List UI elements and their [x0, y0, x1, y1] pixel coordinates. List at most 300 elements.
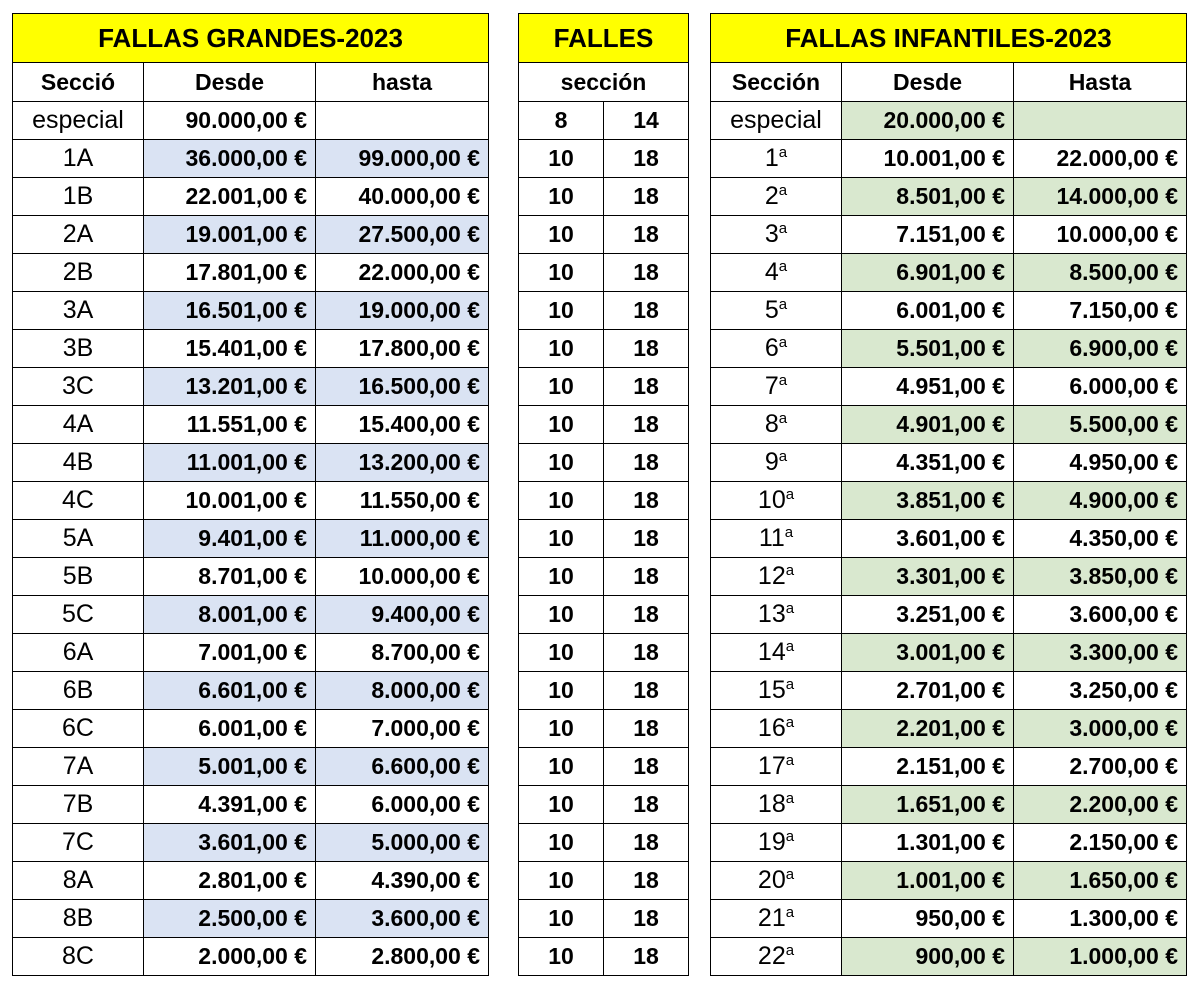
section-cell: 4B	[13, 444, 144, 482]
seccion-max-cell: 18	[604, 368, 689, 406]
hasta-cell: 3.600,00 €	[316, 900, 489, 938]
table-row	[13, 900, 489, 938]
table-row	[13, 748, 489, 786]
hasta-cell: 1.650,00 €	[1014, 862, 1187, 900]
seccion-min-cell: 10	[519, 900, 604, 938]
hasta-cell: 1.300,00 €	[1014, 900, 1187, 938]
desde-cell: 17.801,00 €	[144, 254, 316, 292]
section-cell: especial	[13, 102, 144, 140]
table-row	[519, 710, 689, 748]
table-row	[13, 558, 489, 596]
section-number: 16	[757, 714, 786, 742]
ordinal-suffix: a	[778, 258, 788, 275]
seccion-max-cell: 18	[604, 862, 689, 900]
desde-cell: 2.151,00 €	[842, 748, 1014, 786]
seccion-min-cell: 10	[519, 710, 604, 748]
infantiles-header-desde: Desde	[842, 63, 1014, 102]
table-row	[13, 786, 489, 824]
desde-cell: 16.501,00 €	[144, 292, 316, 330]
desde-cell: 6.601,00 €	[144, 672, 316, 710]
table-row	[519, 254, 689, 292]
table-row	[711, 938, 1187, 976]
table-row	[519, 482, 689, 520]
hasta-cell: 10.000,00 €	[316, 558, 489, 596]
seccion-min-cell: 10	[519, 824, 604, 862]
desde-cell: 7.151,00 €	[842, 216, 1014, 254]
section-cell: 2B	[13, 254, 144, 292]
desde-cell: 3.001,00 €	[842, 634, 1014, 672]
ordinal-suffix: a	[778, 334, 788, 351]
seccion-min-cell: 10	[519, 672, 604, 710]
desde-cell: 7.001,00 €	[144, 634, 316, 672]
table-row	[711, 178, 1187, 216]
hasta-cell: 3.600,00 €	[1014, 596, 1187, 634]
ordinal-suffix: a	[785, 942, 795, 959]
section-number: 20	[757, 866, 786, 894]
table-row	[13, 102, 489, 140]
desde-cell: 1.651,00 €	[842, 786, 1014, 824]
hasta-cell	[1014, 102, 1187, 140]
seccion-min-cell: 8	[519, 102, 604, 140]
desde-cell: 9.401,00 €	[144, 520, 316, 558]
seccion-min-cell: 10	[519, 748, 604, 786]
desde-cell: 3.601,00 €	[144, 824, 316, 862]
hasta-cell: 9.400,00 €	[316, 596, 489, 634]
desde-cell: 5.501,00 €	[842, 330, 1014, 368]
seccion-max-cell: 18	[604, 292, 689, 330]
table-row	[519, 596, 689, 634]
table-row	[711, 368, 1187, 406]
table-row	[13, 178, 489, 216]
ordinal-suffix: a	[778, 182, 788, 199]
ordinal-suffix: a	[784, 524, 794, 541]
hasta-cell: 22.000,00 €	[316, 254, 489, 292]
table-row	[13, 292, 489, 330]
seccion-min-cell: 10	[519, 862, 604, 900]
hasta-cell: 3.000,00 €	[1014, 710, 1187, 748]
table-row	[13, 406, 489, 444]
seccion-min-cell: 10	[519, 596, 604, 634]
table-row	[711, 748, 1187, 786]
table-row	[519, 368, 689, 406]
seccion-max-cell: 18	[604, 482, 689, 520]
table-row	[519, 444, 689, 482]
seccion-max-cell: 18	[604, 140, 689, 178]
table-row	[519, 938, 689, 976]
hasta-cell: 6.000,00 €	[316, 786, 489, 824]
section-cell: 4A	[13, 406, 144, 444]
table-row	[711, 292, 1187, 330]
section-cell	[711, 634, 842, 672]
desde-cell: 22.001,00 €	[144, 178, 316, 216]
ordinal-suffix: a	[785, 714, 795, 731]
table-row	[519, 558, 689, 596]
seccion-min-cell: 10	[519, 938, 604, 976]
table-row	[711, 330, 1187, 368]
seccion-max-cell: 18	[604, 938, 689, 976]
hasta-cell: 4.390,00 €	[316, 862, 489, 900]
desde-cell: 11.001,00 €	[144, 444, 316, 482]
table-row	[519, 140, 689, 178]
hasta-cell: 99.000,00 €	[316, 140, 489, 178]
ordinal-suffix: a	[778, 410, 788, 427]
section-cell	[711, 710, 842, 748]
section-number: 15	[757, 676, 786, 704]
section-cell: 4C	[13, 482, 144, 520]
desde-cell: 6.901,00 €	[842, 254, 1014, 292]
seccion-max-cell: 18	[604, 824, 689, 862]
section-cell	[711, 938, 842, 976]
table-row	[711, 102, 1187, 140]
section-cell: 6C	[13, 710, 144, 748]
section-cell	[711, 444, 842, 482]
falles-header-seccion: sección	[519, 63, 689, 102]
table-row	[13, 368, 489, 406]
table-row	[519, 900, 689, 938]
section-cell: 2A	[13, 216, 144, 254]
table-row	[519, 520, 689, 558]
hasta-cell: 7.150,00 €	[1014, 292, 1187, 330]
section-cell	[711, 406, 842, 444]
section-cell: 6A	[13, 634, 144, 672]
ordinal-suffix: a	[785, 676, 795, 693]
hasta-cell	[316, 102, 489, 140]
section-cell	[711, 368, 842, 406]
section-cell: 3B	[13, 330, 144, 368]
desde-cell: 3.301,00 €	[842, 558, 1014, 596]
section-number: 6	[764, 334, 779, 362]
section-cell: 8A	[13, 862, 144, 900]
seccion-max-cell: 18	[604, 672, 689, 710]
section-number: 7	[764, 372, 779, 400]
hasta-cell: 8.000,00 €	[316, 672, 489, 710]
section-number: 10	[757, 486, 786, 514]
section-cell	[711, 216, 842, 254]
desde-cell: 2.701,00 €	[842, 672, 1014, 710]
section-number: 19	[757, 828, 786, 856]
hasta-cell: 4.350,00 €	[1014, 520, 1187, 558]
section-number: 18	[757, 790, 786, 818]
desde-cell: 5.001,00 €	[144, 748, 316, 786]
seccion-min-cell: 10	[519, 216, 604, 254]
table-row	[13, 862, 489, 900]
hasta-cell: 8.500,00 €	[1014, 254, 1187, 292]
seccion-max-cell: 18	[604, 444, 689, 482]
section-cell: 7A	[13, 748, 144, 786]
hasta-cell: 8.700,00 €	[316, 634, 489, 672]
section-cell	[711, 748, 842, 786]
seccion-max-cell: 18	[604, 216, 689, 254]
section-cell: 3C	[13, 368, 144, 406]
section-cell	[711, 178, 842, 216]
table-row	[13, 634, 489, 672]
hasta-cell: 11.000,00 €	[316, 520, 489, 558]
hasta-cell: 16.500,00 €	[316, 368, 489, 406]
section-number: 5	[764, 296, 779, 324]
ordinal-suffix: a	[778, 448, 788, 465]
ordinal-suffix: a	[785, 562, 795, 579]
seccion-min-cell: 10	[519, 786, 604, 824]
section-number: 8	[764, 410, 779, 438]
seccion-min-cell: 10	[519, 140, 604, 178]
table-row	[711, 482, 1187, 520]
section-number: 9	[764, 448, 779, 476]
table-row	[519, 824, 689, 862]
section-number: 4	[764, 258, 779, 286]
hasta-cell: 2.200,00 €	[1014, 786, 1187, 824]
fallas-infantiles-title: FALLAS INFANTILES-2023	[711, 14, 1187, 63]
section-cell: 5A	[13, 520, 144, 558]
seccion-max-cell: 18	[604, 520, 689, 558]
seccion-max-cell: 18	[604, 596, 689, 634]
table-row	[519, 178, 689, 216]
table-row	[711, 672, 1187, 710]
hasta-cell: 6.000,00 €	[1014, 368, 1187, 406]
hasta-cell: 27.500,00 €	[316, 216, 489, 254]
section-number: 11	[758, 524, 785, 552]
infantiles-header-seccion: Sección	[711, 63, 842, 102]
section-cell	[711, 102, 842, 140]
hasta-cell: 2.700,00 €	[1014, 748, 1187, 786]
hasta-cell: 4.950,00 €	[1014, 444, 1187, 482]
desde-cell: 2.201,00 €	[842, 710, 1014, 748]
table-row	[519, 102, 689, 140]
section-cell	[711, 330, 842, 368]
ordinal-suffix: a	[785, 790, 795, 807]
section-cell: 8B	[13, 900, 144, 938]
table-row	[13, 140, 489, 178]
table-row	[519, 292, 689, 330]
table-row	[13, 520, 489, 558]
section-number: 22	[757, 942, 786, 970]
hasta-cell: 22.000,00 €	[1014, 140, 1187, 178]
desde-cell: 950,00 €	[842, 900, 1014, 938]
section-cell	[711, 292, 842, 330]
section-cell: 1A	[13, 140, 144, 178]
section-cell	[711, 672, 842, 710]
fallas-infantiles-table	[710, 13, 1187, 976]
section-cell	[711, 482, 842, 520]
hasta-cell: 40.000,00 €	[316, 178, 489, 216]
section-cell: 7B	[13, 786, 144, 824]
table-row	[13, 824, 489, 862]
seccion-min-cell: 10	[519, 444, 604, 482]
section-cell: 5C	[13, 596, 144, 634]
table-row	[13, 254, 489, 292]
seccion-min-cell: 10	[519, 634, 604, 672]
table-row	[519, 672, 689, 710]
hasta-cell: 19.000,00 €	[316, 292, 489, 330]
table-row	[13, 596, 489, 634]
section-number: 2	[764, 182, 779, 210]
section-number: 17	[757, 752, 786, 780]
table-row	[13, 938, 489, 976]
table-row	[711, 634, 1187, 672]
section-number: 3	[764, 220, 779, 248]
hasta-cell: 6.600,00 €	[316, 748, 489, 786]
seccion-min-cell: 10	[519, 482, 604, 520]
seccion-min-cell: 10	[519, 292, 604, 330]
hasta-cell: 3.250,00 €	[1014, 672, 1187, 710]
desde-cell: 6.001,00 €	[842, 292, 1014, 330]
ordinal-suffix: a	[778, 220, 788, 237]
ordinal-suffix: a	[785, 828, 795, 845]
falles-seccion-table	[518, 13, 689, 976]
section-cell	[711, 140, 842, 178]
hasta-cell: 6.900,00 €	[1014, 330, 1187, 368]
hasta-cell: 5.000,00 €	[316, 824, 489, 862]
table-row	[711, 596, 1187, 634]
ordinal-suffix: a	[778, 372, 788, 389]
desde-cell: 6.001,00 €	[144, 710, 316, 748]
desde-cell: 15.401,00 €	[144, 330, 316, 368]
table-row	[13, 710, 489, 748]
desde-cell: 4.351,00 €	[842, 444, 1014, 482]
section-number: 12	[757, 562, 786, 590]
hasta-cell: 15.400,00 €	[316, 406, 489, 444]
seccion-min-cell: 10	[519, 406, 604, 444]
section-cell	[711, 824, 842, 862]
grandes-header-hasta: hasta	[316, 63, 489, 102]
section-cell: 3A	[13, 292, 144, 330]
desde-cell: 2.801,00 €	[144, 862, 316, 900]
desde-cell: 3.251,00 €	[842, 596, 1014, 634]
desde-cell: 2.000,00 €	[144, 938, 316, 976]
ordinal-suffix: a	[785, 638, 795, 655]
fallas-grandes-body	[13, 102, 489, 976]
table-row	[711, 824, 1187, 862]
desde-cell: 1.301,00 €	[842, 824, 1014, 862]
seccion-max-cell: 18	[604, 900, 689, 938]
section-cell	[711, 900, 842, 938]
seccion-max-cell: 18	[604, 558, 689, 596]
table-row	[519, 862, 689, 900]
hasta-cell: 10.000,00 €	[1014, 216, 1187, 254]
desde-cell: 4.901,00 €	[842, 406, 1014, 444]
section-number: especial	[730, 106, 822, 134]
desde-cell: 8.501,00 €	[842, 178, 1014, 216]
seccion-max-cell: 14	[604, 102, 689, 140]
section-cell: 7C	[13, 824, 144, 862]
seccion-min-cell: 10	[519, 368, 604, 406]
hasta-cell: 14.000,00 €	[1014, 178, 1187, 216]
seccion-max-cell: 18	[604, 406, 689, 444]
desde-cell: 8.701,00 €	[144, 558, 316, 596]
seccion-max-cell: 18	[604, 254, 689, 292]
hasta-cell: 7.000,00 €	[316, 710, 489, 748]
table-row	[519, 786, 689, 824]
table-row	[13, 482, 489, 520]
desde-cell: 3.601,00 €	[842, 520, 1014, 558]
table-row	[711, 520, 1187, 558]
seccion-max-cell: 18	[604, 178, 689, 216]
section-cell: 5B	[13, 558, 144, 596]
section-cell: 6B	[13, 672, 144, 710]
infantiles-header-hasta: Hasta	[1014, 63, 1187, 102]
table-row	[519, 216, 689, 254]
hasta-cell: 1.000,00 €	[1014, 938, 1187, 976]
seccion-max-cell: 18	[604, 748, 689, 786]
desde-cell: 4.951,00 €	[842, 368, 1014, 406]
seccion-min-cell: 10	[519, 520, 604, 558]
section-number: 1	[764, 144, 779, 172]
table-row	[711, 558, 1187, 596]
table-row	[13, 672, 489, 710]
section-cell	[711, 596, 842, 634]
hasta-cell: 17.800,00 €	[316, 330, 489, 368]
seccion-min-cell: 10	[519, 254, 604, 292]
desde-cell: 900,00 €	[842, 938, 1014, 976]
desde-cell: 2.500,00 €	[144, 900, 316, 938]
hasta-cell: 11.550,00 €	[316, 482, 489, 520]
desde-cell: 36.000,00 €	[144, 140, 316, 178]
grandes-header-desde: Desde	[144, 63, 316, 102]
hasta-cell: 2.150,00 €	[1014, 824, 1187, 862]
ordinal-suffix: a	[778, 144, 788, 161]
section-cell	[711, 520, 842, 558]
table-row	[711, 900, 1187, 938]
hasta-cell: 13.200,00 €	[316, 444, 489, 482]
table-row	[13, 216, 489, 254]
seccion-min-cell: 10	[519, 330, 604, 368]
fallas-grandes-table	[12, 13, 489, 976]
section-number: 14	[757, 638, 786, 666]
hasta-cell: 2.800,00 €	[316, 938, 489, 976]
section-cell	[711, 558, 842, 596]
falles-body	[519, 102, 689, 976]
hasta-cell: 3.300,00 €	[1014, 634, 1187, 672]
grandes-header-seccio: Secció	[13, 63, 144, 102]
ordinal-suffix: a	[785, 600, 795, 617]
desde-cell: 8.001,00 €	[144, 596, 316, 634]
ordinal-suffix: a	[778, 296, 788, 313]
table-row	[711, 140, 1187, 178]
desde-cell: 3.851,00 €	[842, 482, 1014, 520]
ordinal-suffix: a	[785, 752, 795, 769]
seccion-max-cell: 18	[604, 786, 689, 824]
fallas-grandes-title: FALLAS GRANDES-2023	[13, 14, 489, 63]
table-row	[711, 710, 1187, 748]
table-row	[711, 216, 1187, 254]
table-row	[519, 330, 689, 368]
seccion-min-cell: 10	[519, 558, 604, 596]
table-row	[711, 444, 1187, 482]
section-cell	[711, 786, 842, 824]
ordinal-suffix: a	[785, 866, 795, 883]
desde-cell: 10.001,00 €	[144, 482, 316, 520]
desde-cell: 20.000,00 €	[842, 102, 1014, 140]
table-row	[711, 406, 1187, 444]
seccion-max-cell: 18	[604, 634, 689, 672]
desde-cell: 4.391,00 €	[144, 786, 316, 824]
falles-title: FALLES	[519, 14, 689, 63]
hasta-cell: 5.500,00 €	[1014, 406, 1187, 444]
hasta-cell: 3.850,00 €	[1014, 558, 1187, 596]
seccion-max-cell: 18	[604, 710, 689, 748]
section-cell	[711, 254, 842, 292]
hasta-cell: 4.900,00 €	[1014, 482, 1187, 520]
desde-cell: 13.201,00 €	[144, 368, 316, 406]
table-row	[711, 254, 1187, 292]
table-row	[519, 406, 689, 444]
table-row	[13, 330, 489, 368]
table-row	[519, 748, 689, 786]
table-row	[711, 786, 1187, 824]
fallas-infantiles-body	[711, 102, 1187, 976]
ordinal-suffix: a	[785, 904, 795, 921]
table-row	[711, 862, 1187, 900]
seccion-max-cell: 18	[604, 330, 689, 368]
